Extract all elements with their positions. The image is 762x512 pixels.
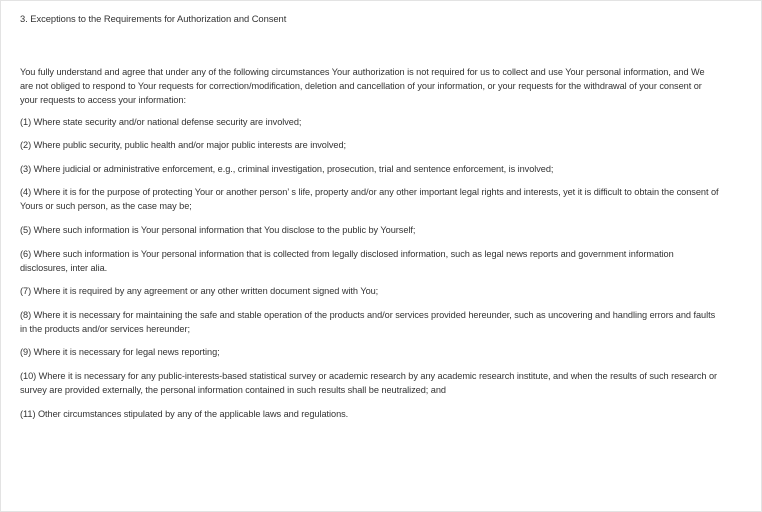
list-item: (11) Other circumstances stipulated by any of the applicable laws and regulations. — [20, 408, 349, 419]
list-item: (5) Where such information is Your personal information that You disclose to the public by Yourself; — [20, 224, 416, 235]
exceptions-list — [20, 115, 720, 421]
section-heading: 3. Exceptions to the Requirements for Authorization and Consent — [20, 13, 287, 24]
list-item: (6) Where such information is Your personal information that is collected from legally disclosed information, such as legal news reports and government information disclosures, inter alia. — [20, 248, 674, 273]
intro-paragraph: You fully understand and agree that under any of the following circumstances Your authorization is not required for us to collect and use Your personal information, and We are not obliged to respond to Your requests for correction/modification, deletion and cancellation of your information, or your requests for the withdrawal of your consent or your requests to access your information: — [20, 67, 705, 106]
document-body — [20, 12, 720, 421]
list-item: (1) Where state security and/or national defense security are involved; — [20, 116, 302, 127]
list-item: (3) Where judicial or administrative enforcement, e.g., criminal investigation, prosecution, trial and sentence enforcement, is involved; — [20, 163, 554, 174]
list-item: (8) Where it is necessary for maintaining the safe and stable operation of the products and/or services provided hereunder, such as uncovering and handling errors and faults in the products and/or services hereunder; — [20, 309, 716, 334]
list-item: (7) Where it is required by any agreement or any other written document signed with You; — [20, 286, 379, 297]
list-item: (10) Where it is necessary for any public-interests-based statistical survey or academic research by any academic research institute, and when the results of such research or survey are provided externally, the personal information contained in such results shall be neutralized; and — [20, 370, 718, 395]
list-item: (2) Where public security, public health and/or major public interests are involved; — [20, 140, 347, 151]
list-item: (4) Where it is for the purpose of protecting Your or another person’ s life, property and/or any other important legal rights and interests, yet it is difficult to obtain the consent of Yours or such person, as the case may be; — [20, 187, 719, 212]
list-item: (9) Where it is necessary for legal news reporting; — [20, 347, 220, 358]
